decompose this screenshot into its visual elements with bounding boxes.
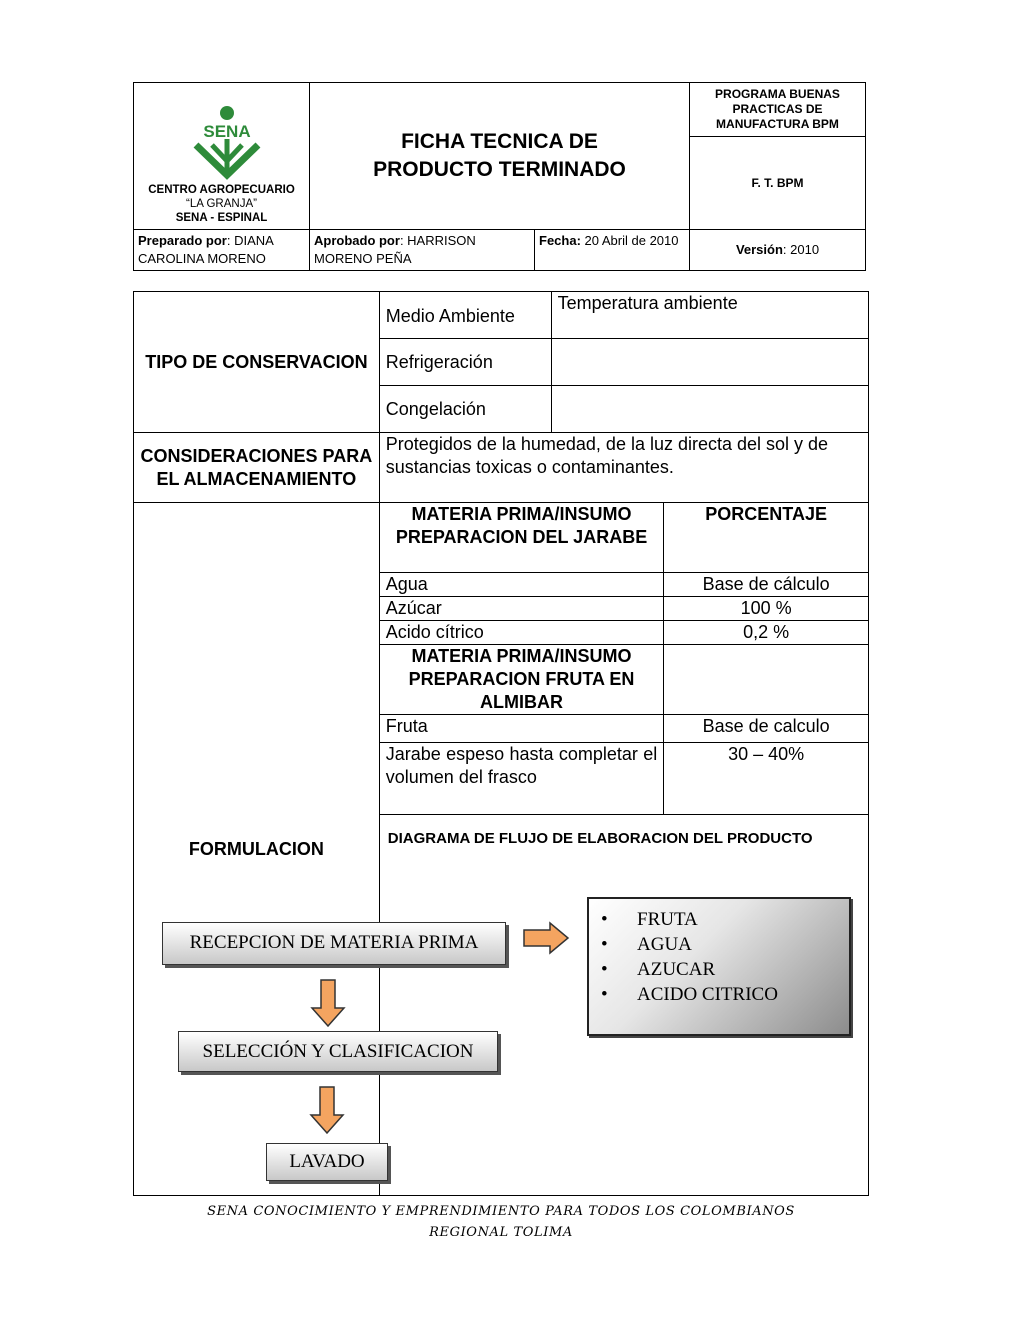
percent-header: PORCENTAJE xyxy=(664,503,869,573)
material-cell: Agua xyxy=(379,573,663,597)
footer-region: REGIONAL TOLIMA xyxy=(429,1225,573,1240)
storage-label: CONSIDERACIONES PARA EL ALMACENAMIENTO xyxy=(134,433,380,503)
flow-step-selection: SELECCIÓN Y CLASIFICACION xyxy=(178,1031,498,1072)
list-item: • AZUCAR xyxy=(637,957,849,982)
conservation-type: Refrigeración xyxy=(379,339,551,386)
logo-cell xyxy=(134,83,310,230)
flow-title: DIAGRAMA DE FLUJO DE ELABORACION DEL PRODUCTO xyxy=(387,830,813,847)
formulation-label: FORMULACION xyxy=(134,503,380,1196)
list-item: • FRUTA xyxy=(637,907,849,932)
percent-cell: 30 – 40% xyxy=(664,743,869,815)
sena-logo-icon xyxy=(182,103,272,183)
material-cell: Fruta xyxy=(379,715,663,743)
footer-slogan: SENA CONOCIMIENTO Y EMPRENDIMIENTO PARA TODOS LOS COLOMBIANOS xyxy=(207,1204,795,1219)
version: Versión: 2010 xyxy=(690,230,866,271)
center-location: SENA - ESPINAL xyxy=(175,212,268,224)
center-name: CENTRO AGROPECUARIO xyxy=(148,184,295,196)
conservation-type: Congelación xyxy=(379,386,551,433)
arrow-down-icon xyxy=(309,1085,345,1135)
date: Fecha: 20 Abril de 2010 xyxy=(539,233,679,248)
list-item: • AGUA xyxy=(637,932,849,957)
list-item: • ACIDO CITRICO xyxy=(637,982,849,1007)
conservation-value xyxy=(551,339,868,386)
prepared-by: Preparado por: DIANA CAROLINA MORENO xyxy=(134,230,310,271)
arrow-down-icon xyxy=(310,978,346,1028)
title-line-2: PRODUCTO TERMINADO xyxy=(373,158,626,181)
conservation-label: TIPO DE CONSERVACION xyxy=(134,292,380,433)
percent-cell: Base de cálculo xyxy=(664,573,869,597)
percent-cell: Base de calculo xyxy=(664,715,869,743)
conservation-value: Temperatura ambiente xyxy=(551,292,868,339)
conservation-value xyxy=(551,386,868,433)
document-title xyxy=(310,83,690,230)
material-cell: Acido cítrico xyxy=(379,621,663,645)
arrow-right-icon xyxy=(522,921,570,955)
logo-text: SENA xyxy=(203,122,251,141)
percent-cell: 0,2 % xyxy=(664,621,869,645)
material-cell: Azúcar xyxy=(379,597,663,621)
material-cell: Jarabe espeso hasta completar el volumen del frasco xyxy=(379,743,663,815)
fruit-material-header: MATERIA PRIMA/INSUMO PREPARACION FRUTA EN ALMIBAR xyxy=(379,645,663,715)
approved-date-cell xyxy=(310,230,690,271)
program-name: PROGRAMA BUENAS PRACTICAS DE MANUFACTURA BPM xyxy=(690,83,866,137)
flow-step-washing: LAVADO xyxy=(266,1143,388,1181)
materials-list-box xyxy=(587,897,851,1036)
title-line-1: FICHA TECNICA DE xyxy=(401,130,598,153)
approved-by: Aprobado por: HARRISON MORENO PEÑA xyxy=(310,230,535,270)
document-code: F. T. BPM xyxy=(690,136,866,229)
syrup-material-header: MATERIA PRIMA/INSUMO PREPARACION DEL JARABE xyxy=(379,503,663,573)
storage-text: Protegidos de la humedad, de la luz directa del sol y de sustancias toxicas o contaminantes. xyxy=(379,433,868,503)
header-table xyxy=(133,82,866,271)
center-subname: “LA GRANJA” xyxy=(186,198,257,210)
conservation-type: Medio Ambiente xyxy=(379,292,551,339)
flow-step-reception: RECEPCION DE MATERIA PRIMA xyxy=(162,922,506,965)
empty-cell xyxy=(664,645,869,715)
percent-cell: 100 % xyxy=(664,597,869,621)
